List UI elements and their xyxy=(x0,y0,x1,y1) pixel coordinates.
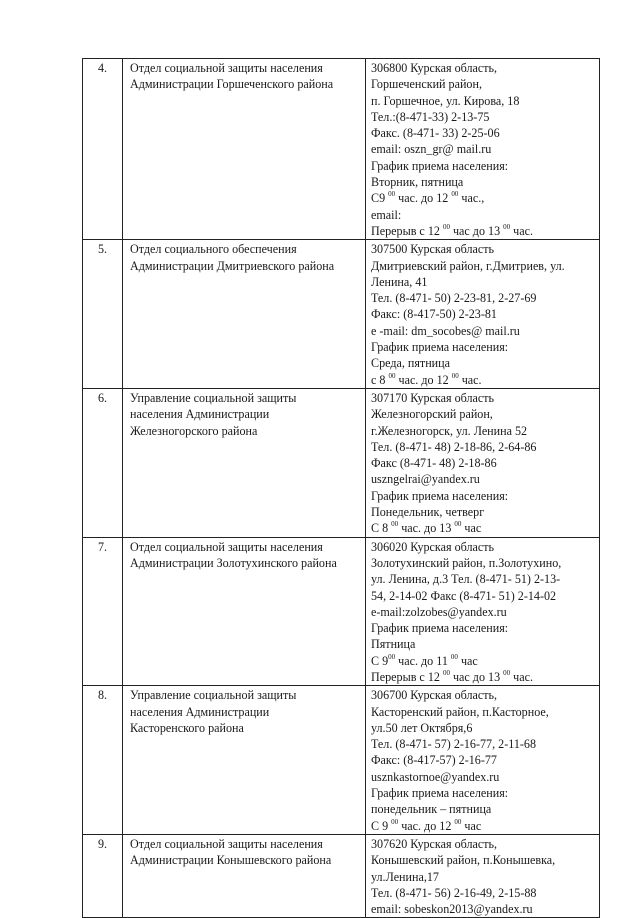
cell-line: Отдел социальной защиты населения xyxy=(130,539,323,554)
cell-line: с 8 $^{00}$ час. до 12 $^{00}$ час. xyxy=(371,371,482,387)
cell-line: 306020 Курская область xyxy=(371,539,495,554)
cell-line: uszngelrai@yandex.ru xyxy=(371,472,480,487)
row-number: 4. xyxy=(83,59,123,240)
cell-line: Администрации Золотухинского района xyxy=(130,555,337,570)
office-contacts xyxy=(366,834,600,917)
cell-line: 307620 Курская область, xyxy=(371,836,498,851)
cell-line: Ленина, 41 xyxy=(371,274,428,289)
cell-line: Пятница xyxy=(371,637,416,652)
cell-line: 306700 Курская область, xyxy=(371,688,498,703)
cell-line: Управление социальной защиты xyxy=(130,688,297,703)
cell-line: Факс. (8-471- 33) 2-25-06 xyxy=(371,126,500,141)
cell-line: Управление социальной защиты xyxy=(130,390,297,405)
cell-line: 306800 Курская область, xyxy=(371,61,498,75)
office-contacts xyxy=(366,388,600,537)
cell-line: График приема населения: xyxy=(371,488,509,503)
row-number: 5. xyxy=(83,240,123,389)
table-row xyxy=(83,537,600,686)
cell-line: Тел. (8-471- 48) 2-18-86, 2-64-86 xyxy=(371,439,537,454)
cell-line: Среда, пятница xyxy=(371,356,450,371)
table-row xyxy=(83,240,600,389)
cell-line: Понедельник, четверг xyxy=(371,505,485,520)
cell-line: Тел. (8-471- 57) 2-16-77, 2-11-68 xyxy=(371,737,536,752)
cell-line: usznkastornoe@yandex.ru xyxy=(371,769,500,784)
cell-line: Отдел социального обеспечения xyxy=(130,242,297,257)
cell-line: Тел. (8-471- 56) 2-16-49, 2-15-88 xyxy=(371,885,537,900)
cell-line: e-mail:zolzobes@yandex.ru xyxy=(371,604,507,619)
cell-line: населения Администрации xyxy=(130,407,270,422)
cell-line: Железногорского района xyxy=(130,423,258,438)
cell-line: e -mail: dm_socobes@ mail.ru xyxy=(371,323,520,338)
office-contacts xyxy=(366,240,600,389)
cell-line: График приема населения: xyxy=(371,786,509,801)
cell-line: Касторенский район, п.Касторное, xyxy=(371,704,549,719)
cell-line: г.Железногорск, ул. Ленина 52 xyxy=(371,423,528,438)
cell-line: С 9 $^{00}$ час. до 12 $^{00}$ час xyxy=(371,817,482,833)
office-name xyxy=(123,686,366,835)
cell-line: Тел. (8-471- 50) 2-23-81, 2-27-69 xyxy=(371,291,537,306)
cell-line: С $9^{00}$ час. до 11 $^{00}$ час xyxy=(371,652,478,668)
cell-line: ул. Ленина, д.3 Тел. (8-471- 51) 2-13- xyxy=(371,572,561,587)
table-row xyxy=(83,388,600,537)
cell-line: С 8 $^{00}$ час. до 13 $^{00}$ час xyxy=(371,520,482,536)
cell-line: email: oszn_gr@ mail.ru xyxy=(371,142,492,157)
cell-line: Администрации Горшеченского района xyxy=(130,77,334,92)
cell-line: Отдел социальной защиты населения xyxy=(130,836,323,851)
cell-line: Вторник, пятница xyxy=(371,175,464,190)
cell-line: Перерыв с 12 $^{00}$ час до 13 $^{00}$ час. xyxy=(371,668,534,684)
cell-line: ул.50 лет Октября,6 xyxy=(371,720,473,735)
row-number: 7. xyxy=(83,537,123,686)
cell-line: Дмитриевский район, г.Дмитриев, ул. xyxy=(371,258,565,273)
office-name xyxy=(123,834,366,917)
cell-line: ул.Ленина,17 xyxy=(371,869,439,884)
cell-line: Факс: (8-417-57) 2-16-77 xyxy=(371,753,497,768)
cell-line: Золотухинский район, п.Золотухино, xyxy=(371,555,562,570)
office-name xyxy=(123,240,366,389)
office-contacts xyxy=(366,59,600,240)
cell-line: Администрации Конышевского района xyxy=(130,853,332,868)
cell-line: 307170 Курская область xyxy=(371,390,495,405)
table-row xyxy=(83,834,600,917)
office-contacts xyxy=(366,537,600,686)
table-body xyxy=(83,59,600,918)
office-name xyxy=(123,59,366,240)
cell-line: Горшеченский район, xyxy=(371,77,482,92)
cell-line: Факс: (8-417-50) 2-23-81 xyxy=(371,307,497,322)
social-protection-offices-table xyxy=(82,58,600,918)
cell-line: Факс (8-471- 48) 2-18-86 xyxy=(371,456,497,471)
cell-line: 54, 2-14-02 Факс (8-471- 51) 2-14-02 xyxy=(371,588,557,603)
cell-line: Железногорский район, xyxy=(371,407,493,422)
table-row xyxy=(83,686,600,835)
cell-line: понедельник – пятница xyxy=(371,802,492,817)
cell-line: населения Администрации xyxy=(130,704,270,719)
cell-line: 307500 Курская область xyxy=(371,242,495,257)
cell-line: Конышевский район, п.Конышевка, xyxy=(371,853,556,868)
cell-line: Касторенского района xyxy=(130,720,244,735)
office-name xyxy=(123,537,366,686)
row-number: 6. xyxy=(83,388,123,537)
cell-line: email: sobeskon2013@yandex.ru xyxy=(371,902,533,917)
row-number: 8. xyxy=(83,686,123,835)
cell-line: Перерыв с 12 $^{00}$ час до 13 $^{00}$ час. xyxy=(371,222,534,238)
office-name xyxy=(123,388,366,537)
cell-line: п. Горшечное, ул. Кирова, 18 xyxy=(371,93,520,108)
cell-line: email: xyxy=(371,207,402,222)
cell-line: С9 $^{00}$ час. до 12 $^{00}$ час., xyxy=(371,190,485,206)
cell-line: Тел.:(8-471-33) 2-13-75 xyxy=(371,109,490,124)
cell-line: График приема населения: xyxy=(371,621,509,636)
table-row xyxy=(83,59,600,240)
cell-line: График приема населения: xyxy=(371,158,509,173)
cell-line: Администрации Дмитриевского района xyxy=(130,258,335,273)
office-contacts xyxy=(366,686,600,835)
cell-line: График приема населения: xyxy=(371,340,509,355)
row-number: 9. xyxy=(83,834,123,917)
cell-line: Отдел социальной защиты населения xyxy=(130,61,323,75)
